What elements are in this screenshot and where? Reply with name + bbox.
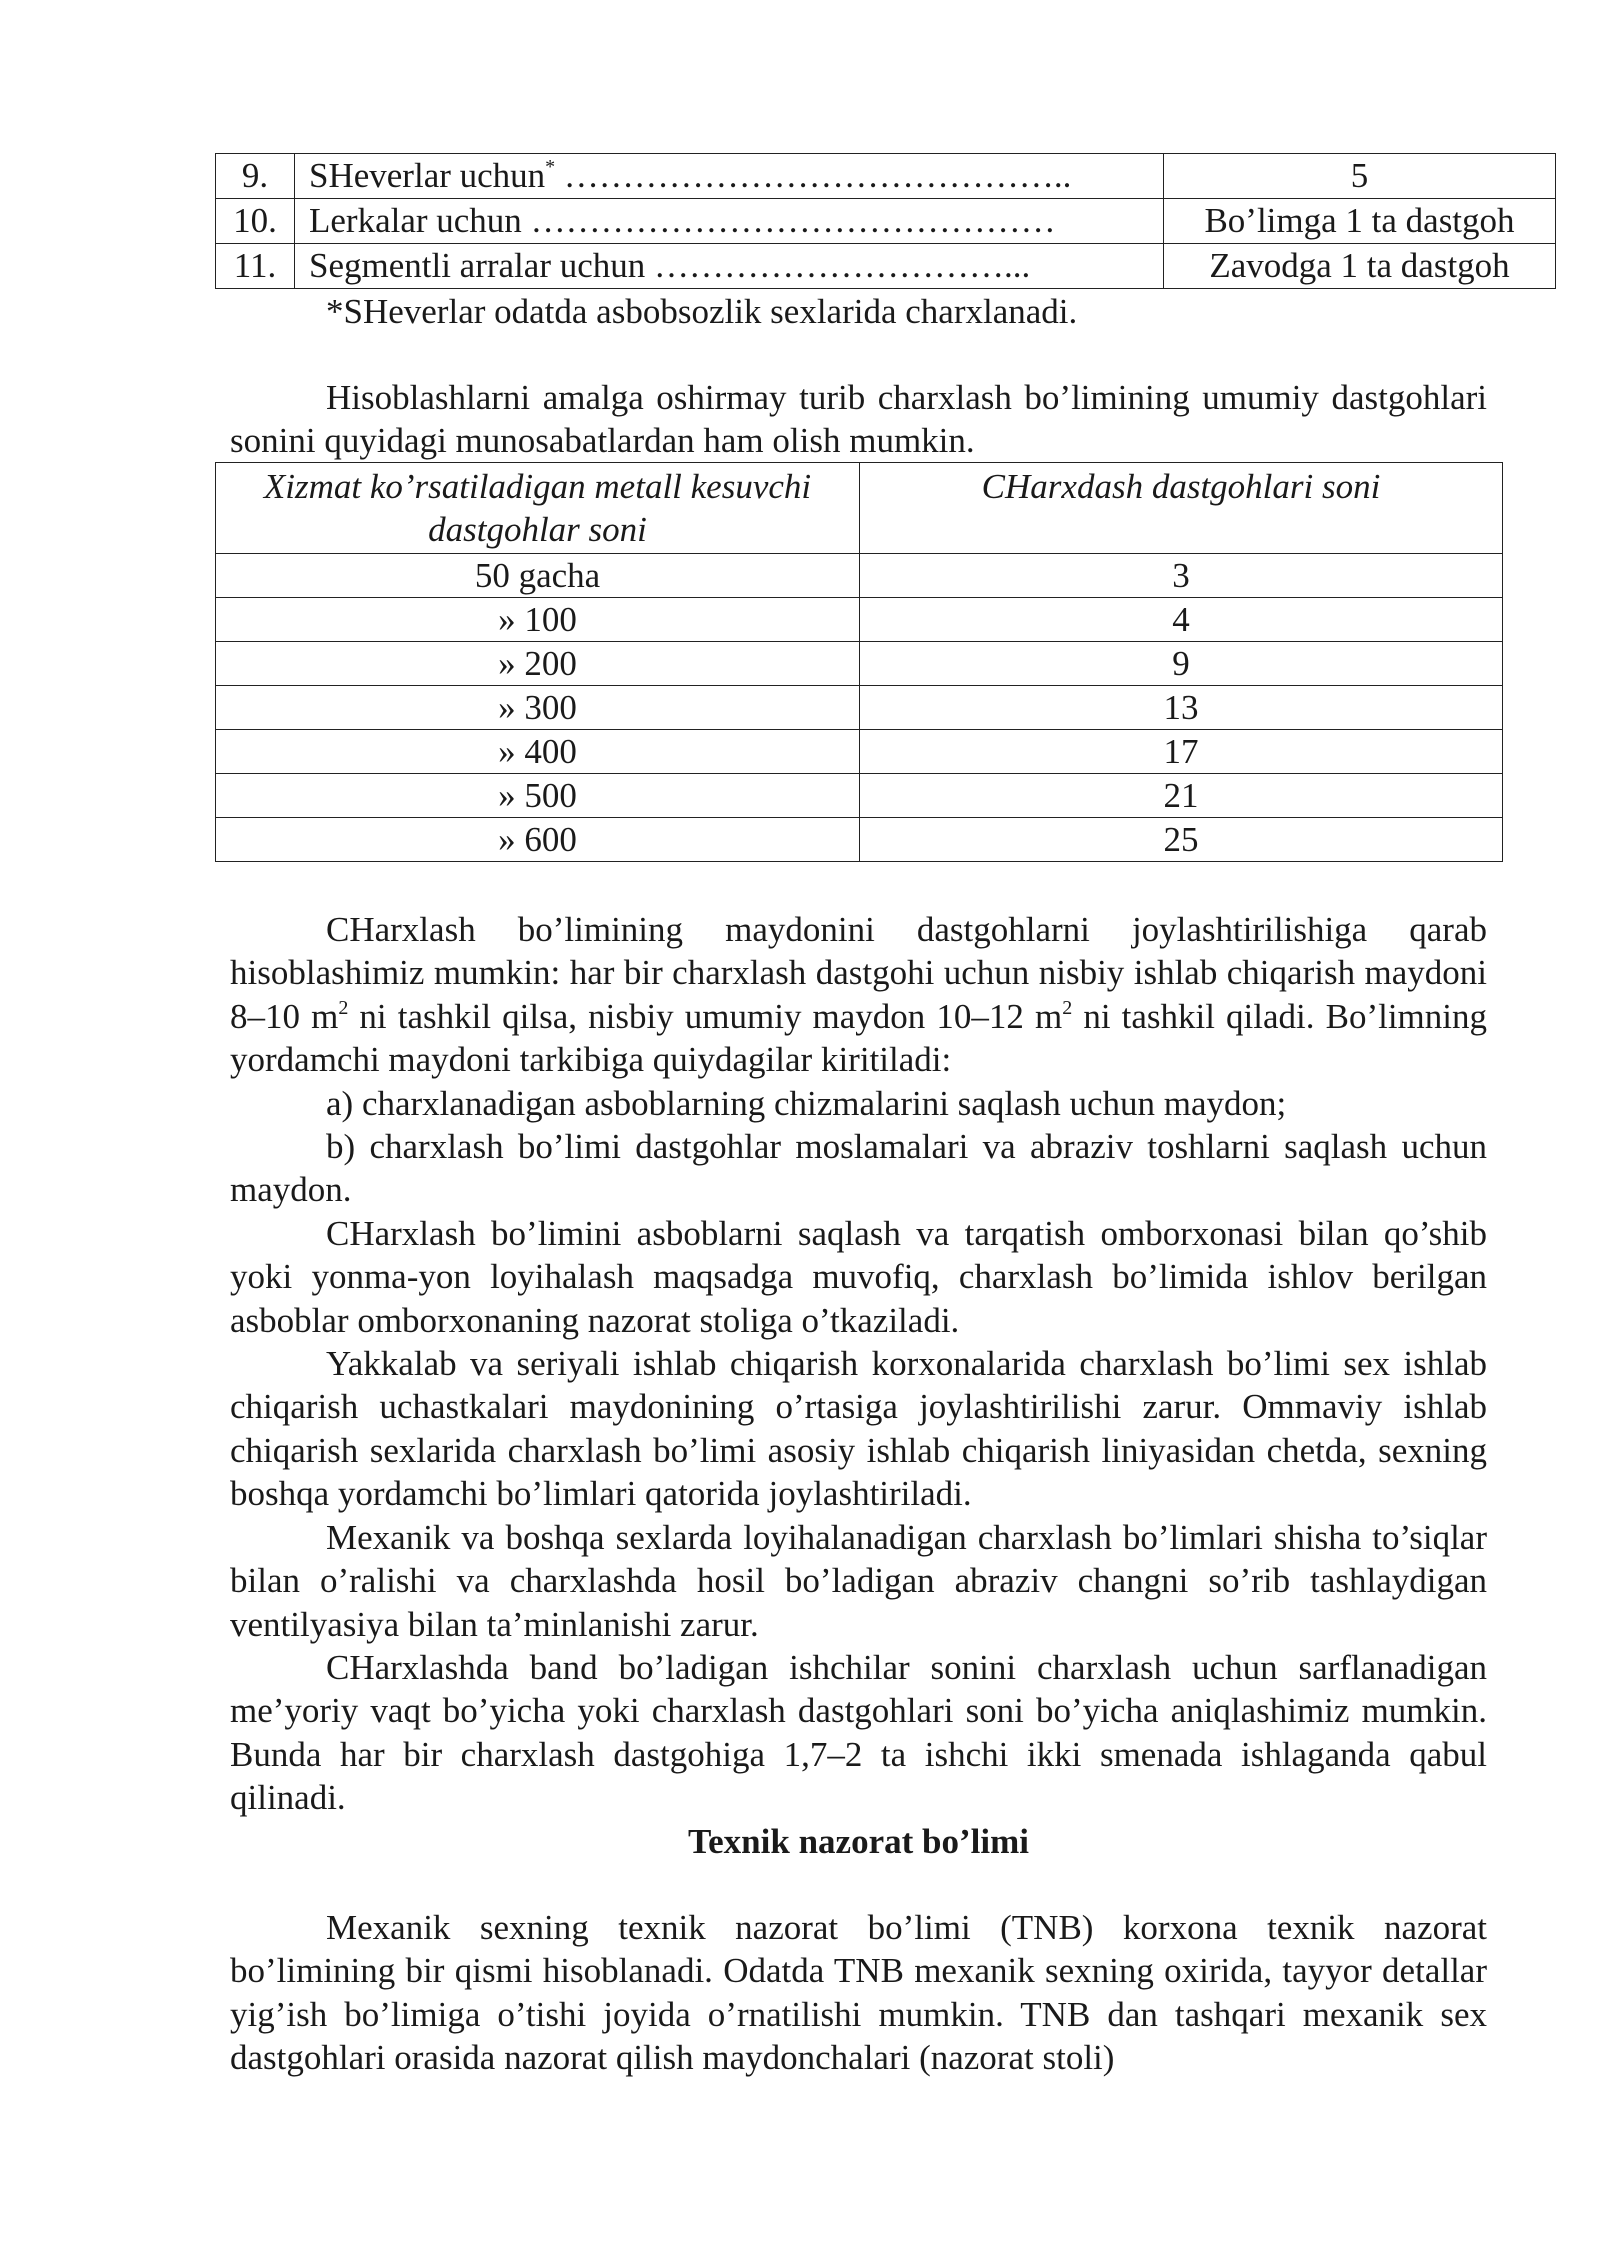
table-row xyxy=(216,642,1503,686)
section-text xyxy=(230,1906,1487,2080)
table-row xyxy=(216,774,1503,818)
table-cell: » 500 xyxy=(216,774,860,818)
paragraph: b) charxlash bo’limi dastgohlar moslamalari va abraziv toshlarni saqlash uchun maydon. xyxy=(230,1127,1487,1210)
table-cell: » 300 xyxy=(216,686,860,730)
paragraph: CHarxlash bo’limining maydonini dastgohlarni joylashtirilishiga qarab hisoblashimiz mumkin: har bir charxlash dastgohi uchun nisbiy ishlab chiqarish maydoni 8–10 $m^2$ ni tashkil qilsa, nisbiy umumiy maydon 10–12 $m^2$ ni tashkil qiladi. Bo’limning yordamchi maydoni tarkibiga quiydagilar kiritiladi: xyxy=(230,910,1487,1080)
table-cell: 21 xyxy=(860,774,1503,818)
table-cell: 4 xyxy=(860,598,1503,642)
paragraph: Mexanik va boshqa sexlarda loyihalanadigan charxlash bo’limlari shisha to’siqlar bilan o’ralishi va charxlashda hosil bo’ladigan abraziv changni so’rib tashlaydigan ventilyasiya bilan ta’minlanishi zarur. xyxy=(230,1517,1487,1644)
table-cell: » 200 xyxy=(216,642,860,686)
column-header: CHarxdash dastgohlari soni xyxy=(860,463,1503,554)
table-row xyxy=(216,199,1556,244)
row-number: 10. xyxy=(216,199,295,244)
table-row xyxy=(216,730,1503,774)
table-cell: » 400 xyxy=(216,730,860,774)
paragraph: CHarxlashda band bo’ladigan ishchilar sonini charxlash uchun sarflanadigan me’yoriy vaqt bo’yicha yoki charxlash dastgohlari soni bo’yicha aniqlashimiz mumkin. Bunda har bir charxlash dastgohiga 1,7–2 ta ishchi ikki smenada ishlaganda qabul qilinadi. xyxy=(230,1647,1487,1818)
paragraph: CHarxlash bo’limini asboblarni saqlash va tarqatish omborxonasi bilan qo’shib yoki yonma-yon loyihalash maqsadga muvofiq, charxlash bo’limida ishlov berilgan asboblar omborxonaning nazorat stoliga o’tkaziladi. xyxy=(230,1213,1487,1340)
paragraph: Mexanik sexning texnik nazorat bo’limi (TNB) korxona texnik nazorat bo’limining bir qismi hisoblanadi. Odatda TNB mexanik sexning oxirida, tayyor detallar yig’ish bo’limiga o’tishi joyida o’rnatilishi mumkin. TNB dan tashqari mexanik sex dastgohlari orasida nazorat qilish maydonchalari (nazorat stoli) xyxy=(230,1908,1487,2078)
table-row xyxy=(216,154,1556,199)
table-row xyxy=(216,554,1503,598)
table-cell: 13 xyxy=(860,686,1503,730)
paragraph: a) charxlanadigan asboblarning chizmalarini saqlash uchun maydon; xyxy=(326,1083,1287,1123)
body-text xyxy=(230,908,1487,1820)
row-name: SHeverlar uchun* …………………………………….. xyxy=(295,154,1164,199)
row-value: Zavodga 1 ta dastgoh xyxy=(1164,244,1556,289)
machine-count-table xyxy=(215,153,1556,289)
row-name: Lerkalar uchun ……………………………………… xyxy=(295,199,1164,244)
table-row xyxy=(216,598,1503,642)
table-row xyxy=(216,686,1503,730)
footnote-marker: * xyxy=(545,156,556,178)
table-cell: 50 gacha xyxy=(216,554,860,598)
section-heading: Texnik nazorat bo’limi xyxy=(688,1822,1029,1861)
table-cell: » 100 xyxy=(216,598,860,642)
intro-paragraph-block xyxy=(230,376,1487,463)
table-row xyxy=(216,244,1556,289)
table-cell: 25 xyxy=(860,818,1503,862)
table-header-row xyxy=(216,463,1503,554)
row-value: Bo’limga 1 ta dastgoh xyxy=(1164,199,1556,244)
table-cell: 3 xyxy=(860,554,1503,598)
table-cell: » 600 xyxy=(216,818,860,862)
paragraph: Yakkalab va seriyali ishlab chiqarish korxonalarida charxlash bo’limi sex ishlab chiqarish uchastkalari maydonining o’rtasiga joylashtirilishi zarur. Ommaviy ishlab chiqarish sexlarida charxlash bo’limi asosiy ishlab chiqarish liniyasidan chetda, sexning boshqa yordamchi bo’limlari qatorida joylashtiriladi. xyxy=(230,1344,1487,1514)
table-cell: 9 xyxy=(860,642,1503,686)
row-name: Segmentli arralar uchun …………………………... xyxy=(295,244,1164,289)
row-number: 9. xyxy=(216,154,295,199)
table-cell: 17 xyxy=(860,730,1503,774)
intro-paragraph: Hisoblashlarni amalga oshirmay turib charxlash bo’limining umumiy dastgohlari sonini quyidagi munosabatlardan ham olish mumkin. xyxy=(230,378,1487,461)
row-value: 5 xyxy=(1164,154,1556,199)
grinding-machines-table xyxy=(215,462,1503,862)
footnote: *SHeverlar odatda asbobsozlik sexlarida charxlanadi. xyxy=(326,292,1078,331)
table-row xyxy=(216,818,1503,862)
column-header: Xizmat ko’rsatiladigan metall kesuvchi dastgohlar soni xyxy=(216,463,860,554)
row-number: 11. xyxy=(216,244,295,289)
